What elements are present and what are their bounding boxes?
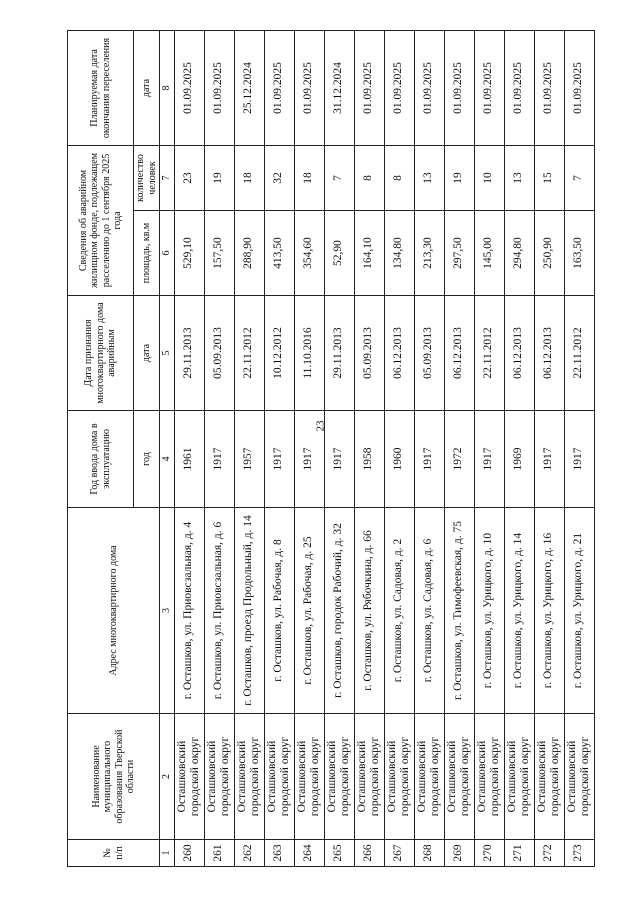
address-cell: г. Осташков, ул. Садовая, д. 6 — [414, 508, 444, 714]
recognition-date-cell: 05.09.2013 — [354, 296, 384, 411]
header-recognition-group: Дата признания многоквартирного дома аварийным — [68, 296, 134, 411]
commission-year-cell: 1917 — [204, 411, 234, 508]
municipality-cell: Осташковский городской округ — [264, 714, 294, 840]
commission-year-cell: 1917 — [564, 411, 594, 508]
area-cell: 52,90 — [324, 211, 354, 296]
people-count-cell: 18 — [294, 145, 324, 210]
row-number: 273 — [564, 840, 594, 867]
header-people: количество человек — [134, 145, 160, 210]
municipality-cell: Осташковский городской округ — [504, 714, 534, 840]
recognition-date-cell: 10.12.2012 — [264, 296, 294, 411]
table-row — [474, 30, 504, 866]
area-cell: 250,90 — [534, 211, 564, 296]
people-count-cell: 7 — [324, 145, 354, 210]
table-row — [384, 30, 414, 866]
row-number: 263 — [264, 840, 294, 867]
row-number: 264 — [294, 840, 324, 867]
municipality-cell: Осташковский городской округ — [474, 714, 504, 840]
commission-year-cell: 1917 — [414, 411, 444, 508]
municipality-cell: Осташковский городской округ — [444, 714, 474, 840]
commission-year-cell: 1917 — [294, 411, 324, 508]
header-info-group: Сведения об аварийном жилищном фонде, подлежащем расселению до 1 сентября 2025 года — [68, 145, 134, 295]
municipality-cell: Осташковский городской округ — [324, 714, 354, 840]
plan-date-cell: 01.09.2025 — [354, 30, 384, 145]
header-commission-year: год — [134, 411, 160, 508]
plan-date-cell: 01.09.2025 — [534, 30, 564, 145]
recognition-date-cell: 11.10.2016 — [294, 296, 324, 411]
commission-year-cell: 1969 — [504, 411, 534, 508]
area-cell: 157,50 — [204, 211, 234, 296]
row-number: 267 — [384, 840, 414, 867]
header-area: площадь, кв.м — [134, 211, 160, 296]
recognition-date-cell: 06.12.2013 — [534, 296, 564, 411]
table-row — [534, 30, 564, 866]
address-cell: г. Осташков, проезд Продольный, д. 14 — [234, 508, 264, 714]
commission-year-cell: 1960 — [384, 411, 414, 508]
commission-year-cell: 1917 — [264, 411, 294, 508]
address-cell: г. Осташков, ул. Урицкого, д. 14 — [504, 508, 534, 714]
table-row — [414, 30, 444, 866]
address-cell: г. Осташков, ул. Урицкого, д. 10 — [474, 508, 504, 714]
commission-year-cell: 1957 — [234, 411, 264, 508]
row-number: 262 — [234, 840, 264, 867]
table-row — [354, 30, 384, 866]
recognition-date-cell: 22.11.2012 — [234, 296, 264, 411]
area-cell: 164,10 — [354, 211, 384, 296]
address-cell: г. Осташков, ул. Садовая, д. 2 — [384, 508, 414, 714]
municipality-cell: Осташковский городской округ — [534, 714, 564, 840]
plan-date-cell: 01.09.2025 — [474, 30, 504, 145]
people-count-cell: 32 — [264, 145, 294, 210]
people-count-cell: 8 — [384, 145, 414, 210]
municipality-cell: Осташковский городской округ — [204, 714, 234, 840]
header-recognition-date: дата — [134, 296, 160, 411]
table-row — [324, 30, 354, 866]
plan-date-cell: 31.12.2024 — [324, 30, 354, 145]
recognition-date-cell: 06.12.2013 — [504, 296, 534, 411]
area-cell: 354,60 — [294, 211, 324, 296]
recognition-date-cell: 29.11.2013 — [324, 296, 354, 411]
people-count-cell: 13 — [504, 145, 534, 210]
area-cell: 134,80 — [384, 211, 414, 296]
recognition-date-cell: 05.09.2013 — [414, 296, 444, 411]
area-cell: 294,80 — [504, 211, 534, 296]
area-cell: 529,10 — [174, 211, 204, 296]
table-row — [444, 30, 474, 866]
column-number-row — [160, 30, 175, 866]
address-cell: г. Осташков, ул. Урицкого, д. 16 — [534, 508, 564, 714]
municipality-cell: Осташковский городской округ — [234, 714, 264, 840]
column-number: 4 — [160, 411, 175, 508]
plan-date-cell: 01.09.2025 — [564, 30, 594, 145]
plan-date-cell: 01.09.2025 — [174, 30, 204, 145]
people-count-cell: 10 — [474, 145, 504, 210]
municipality-cell: Осташковский городской округ — [384, 714, 414, 840]
column-number: 7 — [160, 145, 175, 210]
column-number: 6 — [160, 211, 175, 296]
table-row — [204, 30, 234, 866]
people-count-cell: 15 — [534, 145, 564, 210]
commission-year-cell: 1917 — [324, 411, 354, 508]
commission-year-cell: 1917 — [474, 411, 504, 508]
commission-year-cell: 1917 — [534, 411, 564, 508]
header-commission-group: Год ввода дома в эксплуатацию — [68, 411, 134, 508]
area-cell: 288,90 — [234, 211, 264, 296]
table-row — [294, 30, 324, 866]
column-number: 2 — [160, 714, 175, 840]
row-number: 272 — [534, 840, 564, 867]
row-number: 270 — [474, 840, 504, 867]
plan-date-cell: 01.09.2025 — [264, 30, 294, 145]
address-cell: г. Осташков, ул. Приовсзальная, д. 4 — [174, 508, 204, 714]
column-number: 5 — [160, 296, 175, 411]
address-cell: г. Осташков, ул. Рабочая, д. 8 — [264, 508, 294, 714]
commission-year-cell: 1961 — [174, 411, 204, 508]
area-cell: 297,50 — [444, 211, 474, 296]
recognition-date-cell: 22.11.2012 — [474, 296, 504, 411]
area-cell: 145,00 — [474, 211, 504, 296]
header-plan-group: Планируемая дата окончания переселения — [68, 30, 134, 145]
row-number: 266 — [354, 840, 384, 867]
column-number: 1 — [160, 840, 175, 867]
people-count-cell: 8 — [354, 145, 384, 210]
header-municipality: Наименование муниципального образования Тверской области — [68, 714, 160, 840]
people-count-cell: 19 — [444, 145, 474, 210]
row-number: 268 — [414, 840, 444, 867]
table-row — [174, 30, 204, 866]
municipality-cell: Осташковский городской округ — [414, 714, 444, 840]
area-cell: 413,50 — [264, 211, 294, 296]
people-count-cell: 18 — [234, 145, 264, 210]
area-cell: 213,30 — [414, 211, 444, 296]
recognition-date-cell: 06.12.2013 — [384, 296, 414, 411]
table-row — [504, 30, 534, 866]
address-cell: г. Осташков, ул. Тимофеевская, д. 75 — [444, 508, 474, 714]
municipality-cell: Осташковский городской округ — [174, 714, 204, 840]
commission-year-cell: 1972 — [444, 411, 474, 508]
municipality-cell: Осташковский городской округ — [564, 714, 594, 840]
people-count-cell: 13 — [414, 145, 444, 210]
plan-date-cell: 01.09.2025 — [444, 30, 474, 145]
row-number: 271 — [504, 840, 534, 867]
area-cell: 163,50 — [564, 211, 594, 296]
row-number: 260 — [174, 840, 204, 867]
plan-date-cell: 01.09.2025 — [204, 30, 234, 145]
municipality-cell: Осташковский городской округ — [294, 714, 324, 840]
plan-date-cell: 01.09.2025 — [384, 30, 414, 145]
table-row — [234, 30, 264, 866]
people-count-cell: 7 — [564, 145, 594, 210]
table-row — [564, 30, 594, 866]
municipality-cell: Осташковский городской округ — [354, 714, 384, 840]
people-count-cell: 19 — [204, 145, 234, 210]
column-number: 8 — [160, 30, 175, 145]
header-n: № п/п — [68, 840, 160, 867]
plan-date-cell: 01.09.2025 — [294, 30, 324, 145]
recognition-date-cell: 05.09.2013 — [204, 296, 234, 411]
commission-year-cell: 1958 — [354, 411, 384, 508]
recognition-date-cell: 29.11.2013 — [174, 296, 204, 411]
header-plan-date: дата — [134, 30, 160, 145]
row-number: 261 — [204, 840, 234, 867]
housing-table — [67, 30, 595, 867]
column-number: 3 — [160, 508, 175, 714]
table-row — [264, 30, 294, 866]
recognition-date-cell: 06.12.2013 — [444, 296, 474, 411]
address-cell: г. Осташков, ул. Приовсзальная, д. 6 — [204, 508, 234, 714]
row-number: 269 — [444, 840, 474, 867]
address-cell: г. Осташков, ул. Урицкого, д. 21 — [564, 508, 594, 714]
page-number: 23 — [314, 420, 327, 432]
address-cell: г. Осташков, ул. Рабочая, д. 25 — [294, 508, 324, 714]
row-number: 265 — [324, 840, 354, 867]
table-body — [174, 30, 594, 866]
plan-date-cell: 01.09.2025 — [414, 30, 444, 145]
table-header — [68, 30, 175, 866]
plan-date-cell: 25.12.2024 — [234, 30, 264, 145]
address-cell: г. Осташков, ул. Рябочкина, д. 66 — [354, 508, 384, 714]
recognition-date-cell: 22.11.2012 — [564, 296, 594, 411]
plan-date-cell: 01.09.2025 — [504, 30, 534, 145]
people-count-cell: 23 — [174, 145, 204, 210]
address-cell: г. Осташков, городок Рабочий, д. 32 — [324, 508, 354, 714]
header-address: Адрес многоквартирного дома — [68, 508, 160, 714]
